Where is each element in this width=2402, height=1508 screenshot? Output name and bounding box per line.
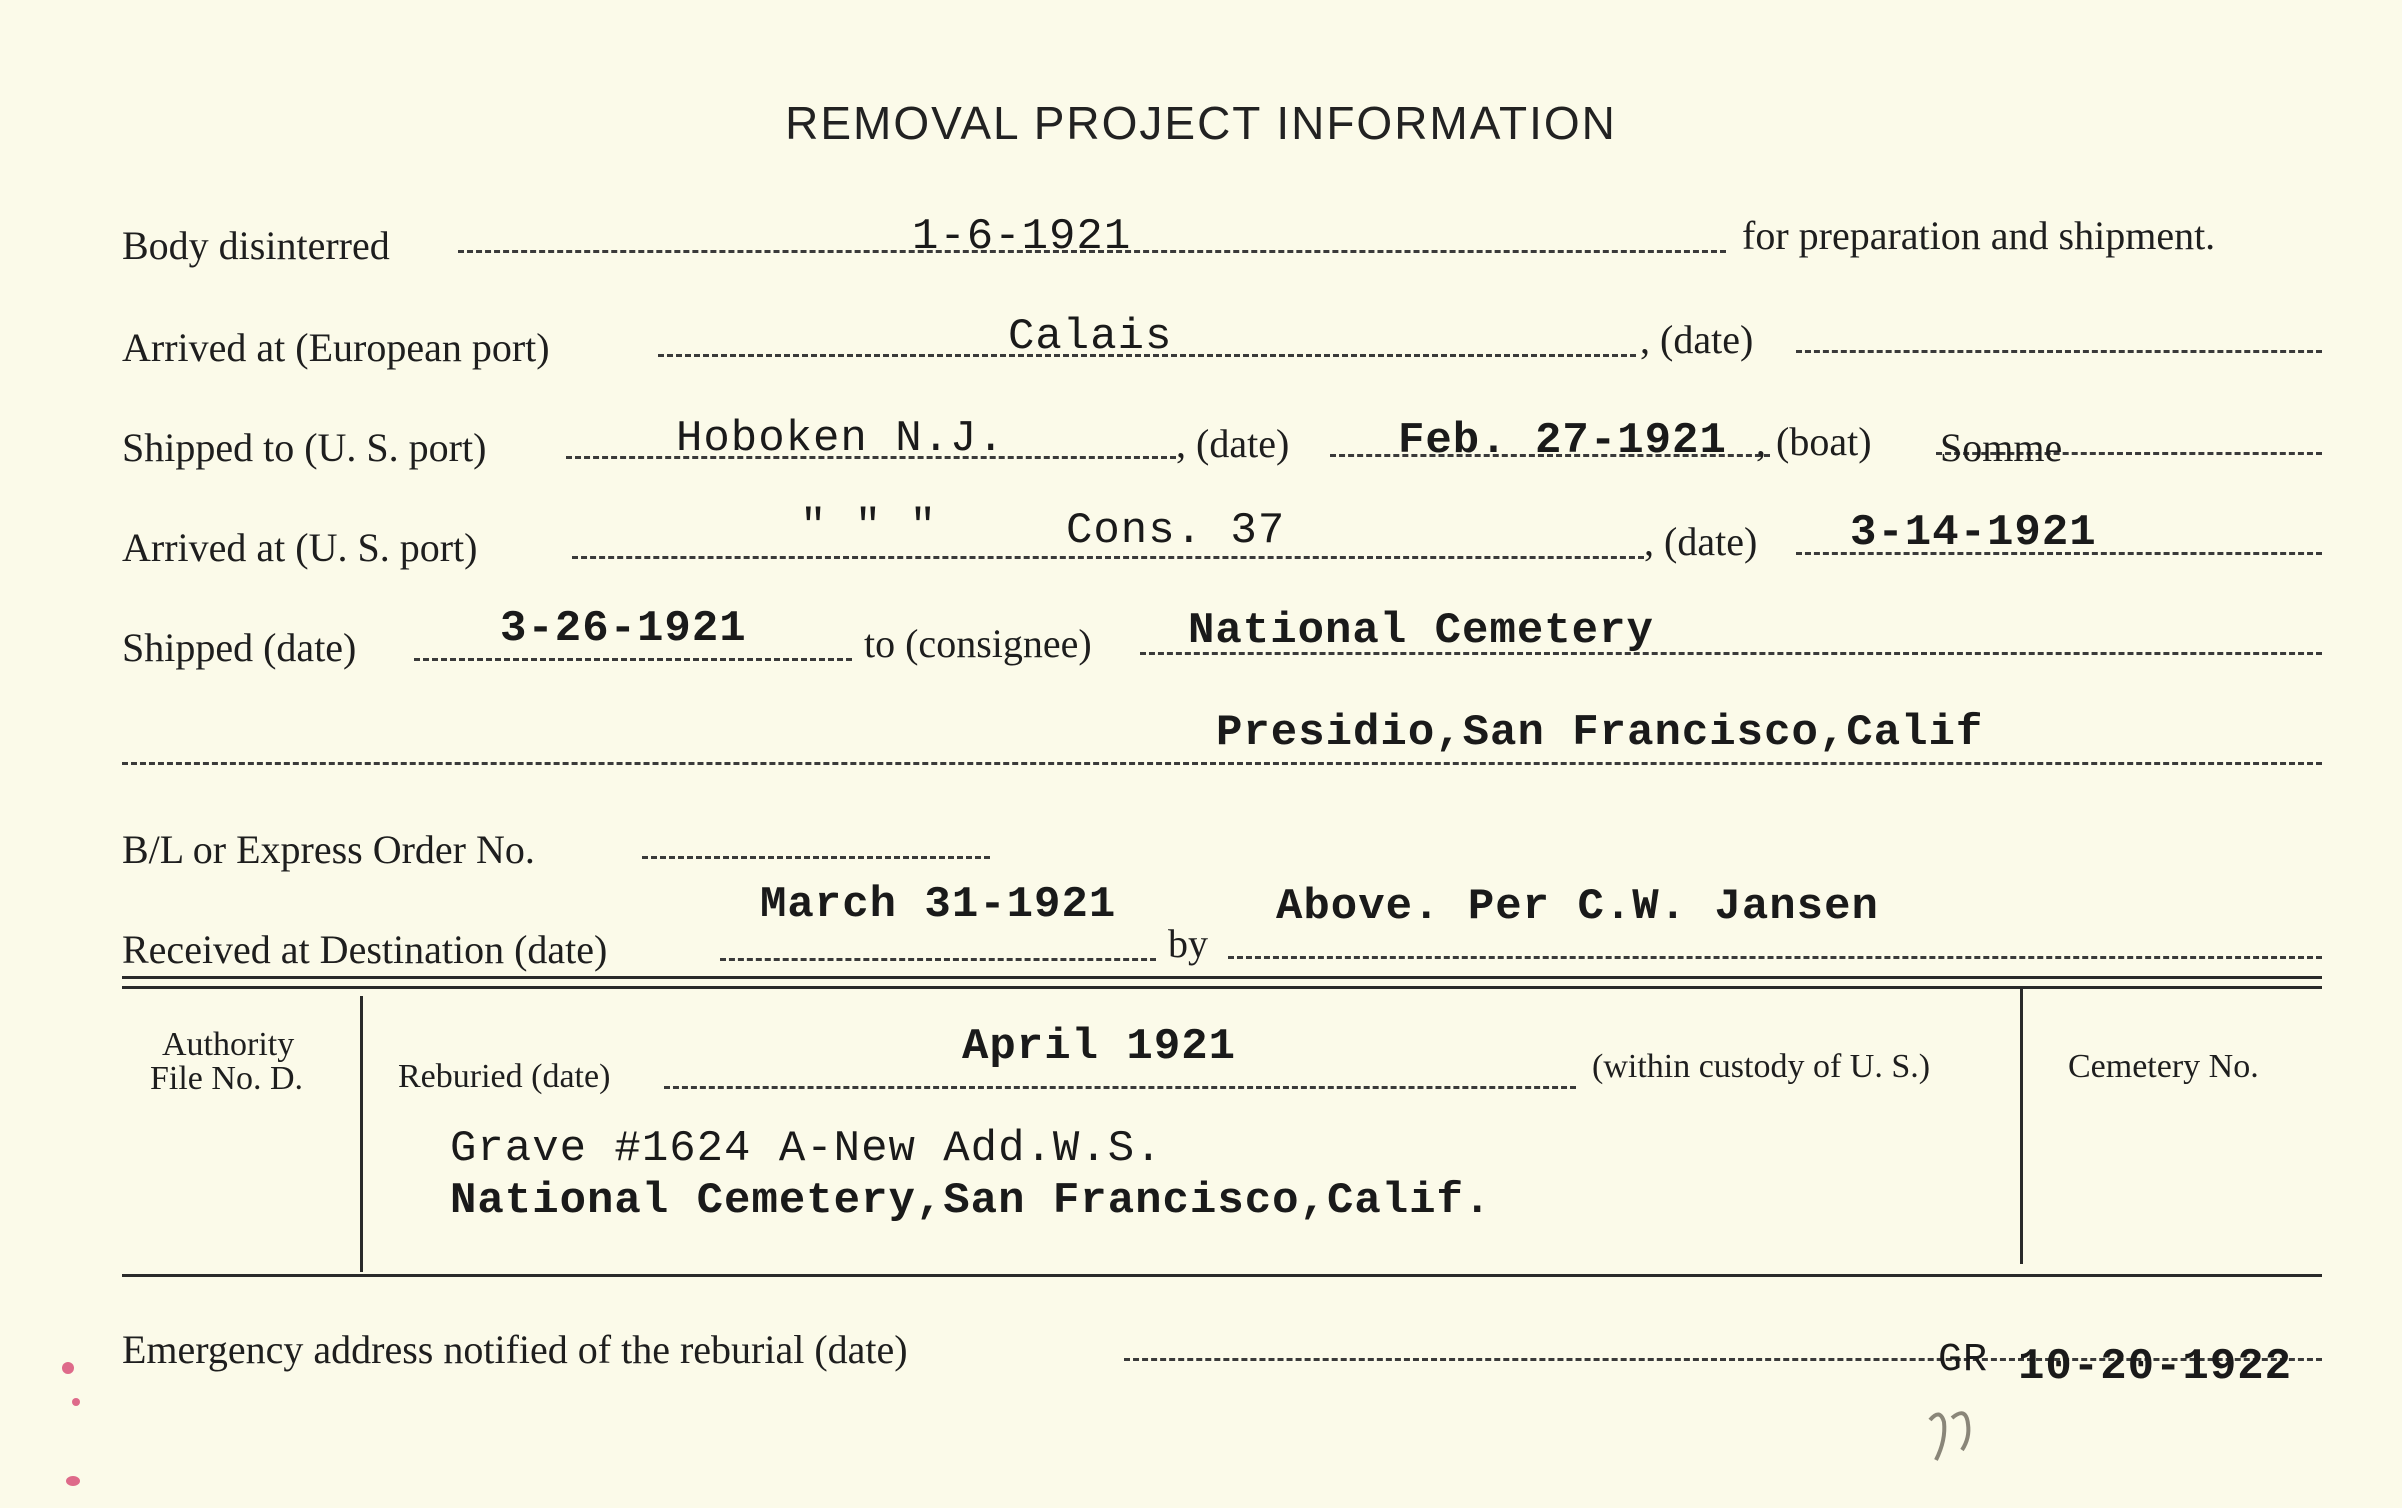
authority-label-2: File No. D.: [150, 1060, 303, 1097]
arrived-european-date-label: , (date): [1640, 317, 1754, 362]
arrived-us-date-value: 3-14-1921: [1850, 508, 2097, 558]
body-disinterred-label: Body disinterred: [122, 223, 390, 268]
shipped-date-value: 3-26-1921: [500, 604, 747, 654]
box-top-rule-1: [122, 976, 2322, 979]
boat-value: Somme: [1940, 425, 2063, 470]
arrived-us-port-value: Cons. 37: [1066, 506, 1286, 556]
stamp-mark: [62, 1362, 74, 1374]
reburied-value: April 1921: [962, 1022, 1237, 1072]
arrived-european-label: Arrived at (European port): [122, 325, 550, 370]
cemetery-no-label: Cemetery No.: [2068, 1048, 2259, 1085]
arrived-us-ditto: " " ": [800, 502, 938, 552]
grave-line-1: Grave #1624 A-New Add.W.S.: [450, 1124, 1163, 1174]
body-disinterred-value: 1-6-1921: [912, 212, 1132, 262]
consignee-line-2: [122, 762, 2322, 765]
box-divider-right: [2020, 988, 2023, 1264]
received-date-value: March 31-1921: [760, 880, 1117, 930]
box-bottom-rule: [122, 1274, 2322, 1277]
shipped-date-label: Shipped (date): [122, 625, 357, 670]
box-divider-left: [360, 996, 363, 1272]
grave-line-2: National Cemetery,San Francisco,Calif.: [450, 1176, 1492, 1226]
received-date-line: [720, 958, 1156, 961]
received-date-label: Received at Destination (date): [122, 927, 608, 972]
reburied-line: [664, 1086, 1576, 1089]
emergency-date-value: 10-20-1922: [2018, 1342, 2293, 1392]
arrived-us-port-label: Arrived at (U. S. port): [122, 525, 478, 570]
emergency-label: Emergency address notified of the reburial (date): [122, 1327, 908, 1372]
arrived-european-date-line: [1796, 350, 2322, 353]
authority-label-1: Authority: [162, 1026, 295, 1063]
custody-label: (within custody of U. S.): [1592, 1048, 1931, 1085]
consignee-value: National Cemetery: [1188, 606, 1654, 656]
arrived-european-value: Calais: [1008, 312, 1173, 362]
bl-order-line: [642, 856, 990, 859]
boat-label: , (boat): [1756, 419, 1872, 464]
received-by-label: by: [1168, 921, 1208, 966]
form-number: GR: [1938, 1338, 1989, 1383]
reburied-label: Reburied (date): [398, 1058, 611, 1095]
stamp-mark: [72, 1398, 80, 1406]
received-by-line: [1228, 956, 2322, 959]
received-by-value: Above. Per C.W. Jansen: [1276, 882, 1879, 932]
shipped-us-date-value: Feb. 27-1921: [1398, 416, 1727, 466]
handwritten-initial-mark: [1922, 1400, 1992, 1470]
shipped-us-port-value: Hoboken N.J.: [676, 414, 1005, 464]
card-title: REMOVAL PROJECT INFORMATION: [785, 97, 1617, 149]
shipped-date-line: [414, 658, 852, 661]
consignee-label: to (consignee): [864, 621, 1092, 666]
bl-order-label: B/L or Express Order No.: [122, 827, 535, 872]
shipped-us-port-label: Shipped to (U. S. port): [122, 425, 487, 470]
box-top-rule-2: [122, 986, 2322, 989]
stamp-mark: [66, 1476, 80, 1486]
body-disinterred-suffix: for preparation and shipment.: [1742, 213, 2216, 258]
consignee-value-2: Presidio,San Francisco,Calif: [1216, 708, 1984, 758]
arrived-us-date-label: , (date): [1644, 519, 1758, 564]
shipped-us-date-label: , (date): [1176, 421, 1290, 466]
arrived-us-port-line: [572, 556, 1644, 559]
